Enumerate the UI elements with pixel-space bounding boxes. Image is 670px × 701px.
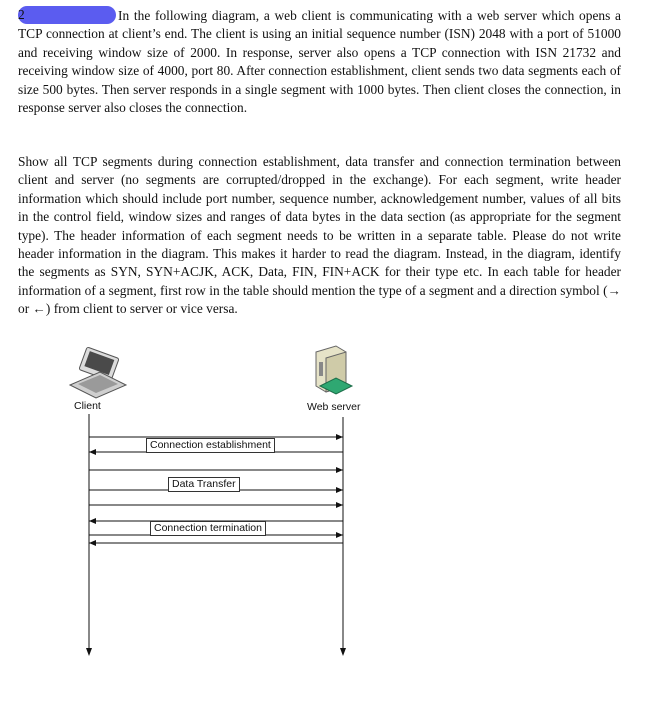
server-lifeline-arrowhead: [340, 648, 346, 656]
segment-arrowhead: [336, 434, 343, 440]
client-label: Client: [74, 400, 101, 412]
web-server-icon: [316, 346, 352, 394]
segment-arrowhead: [336, 532, 343, 538]
segment-arrowhead: [89, 518, 96, 524]
phase-connection-termination: Connection termination: [150, 521, 266, 536]
phase-data-transfer: Data Transfer: [168, 477, 240, 492]
segment-arrowhead: [336, 487, 343, 493]
server-label: Web server: [307, 401, 361, 413]
client-lifeline-arrowhead: [86, 648, 92, 656]
segment-arrowhead: [89, 449, 96, 455]
phase-connection-establishment: Connection establishment: [146, 438, 275, 453]
segment-arrowhead: [89, 540, 96, 546]
paragraph-1-text: In the following diagram, a web client is communicating with a web server which opens a TCP connection at client’s end. The client is using an initial sequence number (ISN) 2048 with a port of 51000 and receiving window size of 2000. In response, server also opens a TCP connection with ISN 21732 and receiving window size of 4000, port 80. After connection establishment, client sends two data segments each of size 500 bytes. Then server responds in a single segment with 1000 bytes. Then client closes the connection, in response server also closes the connection.: [18, 8, 621, 116]
client-computer-icon: [70, 347, 126, 398]
segment-arrowhead: [336, 467, 343, 473]
question-number: 2: [18, 7, 25, 22]
question-paragraph-2: Show all TCP segments during connection establishment, data transfer and connection termination between client and server (no segments are corrupted/dropped in the exchange). For each segment, write header information which should include port number, sequence number, acknowledgement number, values of all bits in the control field, window sizes and ranges of data bytes in the data section (as appropriate for the segment type). The header information of each segment needs to be written in a separate table. Please do not write header information in the diagram. This makes it harder to read the diagram. Instead, in the diagram, identify the segments as SYN, SYN+ACJK, ACK, Data, FIN, FIN+ACK for their type etc. In each table for header information of a segment, first row in the table should mention the type of a segment and a direction symbol (→ or ←) from client to server or vice versa.: [18, 154, 621, 317]
segment-arrowhead: [336, 502, 343, 508]
